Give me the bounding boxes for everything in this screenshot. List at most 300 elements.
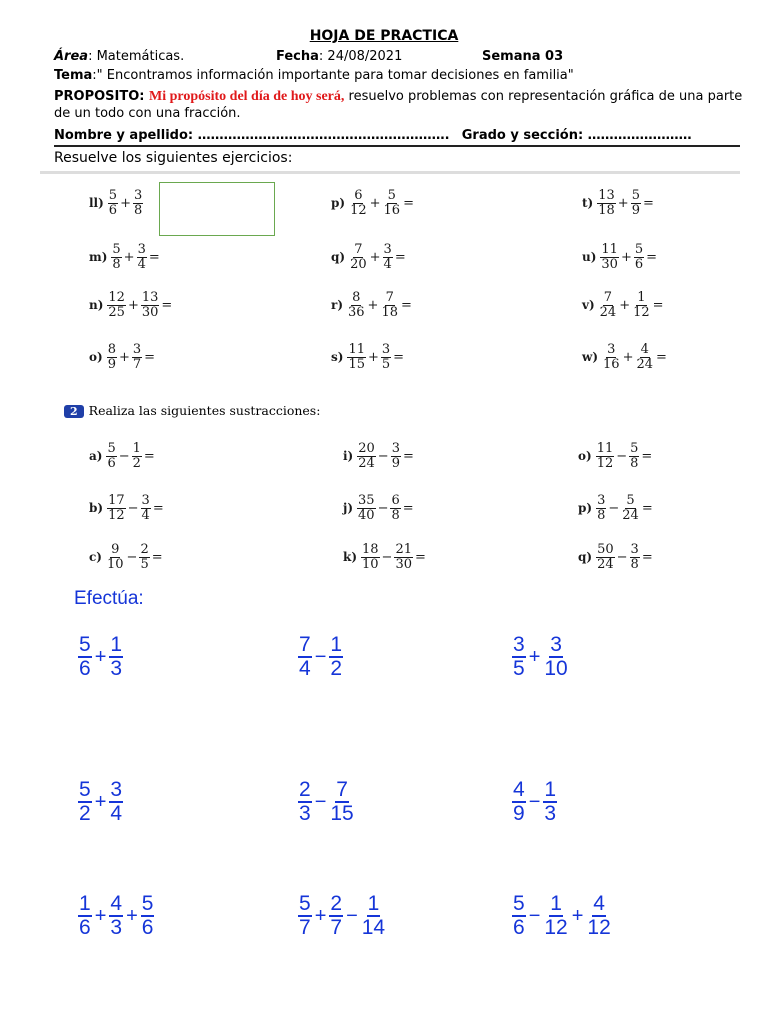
fraction (141, 291, 160, 319)
denominator: 8 (391, 507, 400, 523)
denominator: 30 (141, 304, 159, 320)
numerator: 8 (107, 342, 116, 357)
operator: + (619, 297, 631, 313)
divider-rule (54, 145, 740, 147)
operator: + (369, 195, 381, 211)
exercise-item (298, 779, 355, 825)
equals-sign: = (143, 448, 155, 464)
denominator: 2 (132, 455, 141, 471)
numerator: 3 (597, 493, 606, 508)
exercise-label: b) (89, 501, 104, 516)
operator: + (314, 904, 327, 927)
fraction (602, 343, 621, 371)
numerator: 1 (109, 634, 123, 658)
fraction (357, 442, 376, 470)
denominator: 3 (299, 802, 311, 826)
numerator: 1 (637, 290, 646, 305)
numerator: 5 (387, 188, 396, 203)
tema-label: Tema (54, 68, 93, 83)
fraction (298, 634, 312, 680)
exercise-item (512, 779, 557, 825)
exercise-label: k) (343, 550, 357, 565)
area-label: Área (54, 49, 89, 64)
denominator: 9 (391, 455, 400, 471)
exercise-item (578, 494, 655, 522)
denominator: 24 (599, 304, 617, 320)
exercise-label: s) (331, 350, 344, 365)
proposito-label: PROPOSITO (54, 89, 140, 104)
nombre-field: Nombre y apellido: …………………………………………………. (54, 128, 450, 143)
fraction (632, 291, 651, 319)
operator: − (616, 448, 628, 464)
section2-title: Realiza las siguientes sustracciones: (88, 403, 321, 418)
fraction (390, 494, 400, 522)
exercise-label: u) (582, 250, 597, 265)
equals-sign: = (403, 195, 414, 211)
fraction (111, 243, 121, 271)
exercise-item (298, 634, 343, 680)
equals-sign: = (641, 448, 653, 464)
denominator: 20 (350, 256, 367, 272)
denominator: 6 (107, 455, 116, 471)
exercise-label: t) (582, 196, 594, 211)
equals-sign: = (152, 500, 164, 516)
proposito-text: resuelvo problemas con representación gráfica de una parte de un todo con una fracción. (54, 89, 743, 121)
fraction (106, 442, 116, 470)
numerator: 5 (631, 188, 640, 203)
numerator: 5 (634, 242, 644, 257)
fraction (512, 779, 526, 825)
denominator: 14 (361, 916, 386, 940)
exercise-label: p) (331, 196, 346, 211)
fraction (349, 243, 368, 271)
fecha-field (276, 48, 402, 65)
denominator: 12 (633, 304, 650, 320)
denominator: 6 (141, 916, 154, 940)
exercise-item (331, 189, 416, 217)
fraction (109, 779, 123, 825)
fraction (133, 189, 143, 217)
denominator: 3 (110, 916, 123, 940)
exercise-item (89, 543, 165, 571)
numerator: 3 (607, 342, 616, 357)
denominator: 3 (544, 802, 557, 826)
numerator: 50 (597, 542, 614, 557)
exercise-item (582, 343, 669, 371)
equals-sign: = (641, 500, 653, 516)
fraction (139, 543, 149, 571)
denominator: 5 (513, 657, 525, 681)
denominator: 4 (383, 256, 392, 272)
fraction (512, 893, 526, 939)
denominator: 40 (358, 507, 375, 523)
fraction (349, 189, 368, 217)
operator: + (367, 349, 379, 365)
equals-sign: = (161, 297, 173, 313)
numerator: 5 (108, 188, 118, 203)
equals-sign: = (656, 349, 667, 365)
denominator: 8 (597, 507, 606, 523)
denominator: 36 (348, 304, 365, 320)
numerator: 1 (367, 893, 381, 917)
fraction (329, 779, 354, 825)
numerator: 4 (640, 342, 649, 357)
area-field (54, 48, 184, 65)
operator: − (314, 645, 327, 668)
fraction (141, 494, 151, 522)
denominator: 10 (106, 556, 124, 572)
denominator: 10 (362, 556, 379, 572)
numerator: 5 (112, 242, 121, 257)
page-title: HOJA DE PRACTICA (309, 28, 459, 44)
denominator: 16 (383, 202, 401, 218)
fraction (383, 189, 402, 217)
numerator: 11 (596, 441, 614, 456)
exercise-item (298, 893, 386, 939)
numerator: 13 (598, 188, 615, 203)
exercise-label: i) (343, 449, 354, 464)
proposito-paragraph (54, 88, 744, 122)
denominator: 4 (141, 507, 150, 523)
denominator: 10 (544, 657, 568, 681)
denominator: 5 (140, 556, 149, 572)
operator: − (608, 500, 620, 516)
exercise-label: q) (578, 550, 593, 565)
fraction (597, 189, 616, 217)
numerator: 1 (132, 441, 141, 456)
exercise-label: j) (343, 501, 354, 516)
numerator: 5 (141, 893, 155, 917)
numerator: 3 (141, 493, 150, 508)
operator: + (127, 297, 139, 313)
fraction (600, 243, 619, 271)
numerator: 6 (391, 493, 400, 508)
nombre-grado-line (54, 127, 744, 144)
fraction (380, 291, 399, 319)
denominator: 6 (108, 202, 118, 218)
fraction (631, 189, 641, 217)
fraction (78, 893, 92, 939)
exercise-label: m) (89, 250, 108, 265)
numerator: 7 (354, 242, 363, 257)
numerator: 5 (107, 441, 116, 456)
equals-sign: = (646, 249, 658, 265)
denominator: 24 (358, 455, 375, 471)
numerator: 5 (512, 893, 526, 917)
equals-sign: = (642, 195, 654, 211)
exercise-item (331, 243, 408, 271)
numerator: 1 (543, 779, 557, 803)
operator: + (617, 195, 629, 211)
denominator: 6 (513, 916, 525, 940)
operator: + (622, 349, 634, 365)
equals-sign: = (402, 448, 414, 464)
fraction (78, 779, 92, 825)
operator: + (94, 790, 107, 813)
instructions: Resuelve los siguientes ejercicios: (54, 150, 293, 166)
exercise-item (89, 442, 157, 470)
fraction (78, 634, 92, 680)
fraction (361, 893, 386, 939)
fraction (629, 442, 639, 470)
denominator: 9 (107, 356, 116, 372)
fraction (141, 893, 155, 939)
denominator: 30 (395, 556, 412, 572)
denominator: 8 (133, 202, 143, 218)
denominator: 6 (634, 256, 644, 272)
operator: + (571, 904, 584, 927)
denominator: 24 (597, 556, 614, 572)
fecha-label: Fecha (276, 49, 319, 64)
operator: − (127, 500, 139, 516)
numerator: 8 (352, 290, 361, 305)
operator: + (126, 904, 138, 927)
operator: + (620, 249, 632, 265)
tema-value: :" Encontramos información importante para tomar decisiones en familia" (92, 68, 574, 83)
fecha-value: : 24/08/2021 (318, 49, 403, 64)
numerator: 5 (630, 441, 639, 456)
equals-sign: = (148, 249, 160, 265)
denominator: 4 (110, 802, 123, 826)
operator: − (377, 448, 389, 464)
denominator: 30 (601, 256, 618, 272)
fraction (512, 634, 526, 680)
denominator: 24 (636, 356, 654, 372)
numerator: 9 (111, 542, 120, 557)
denominator: 24 (622, 507, 639, 523)
exercise-item (89, 343, 157, 371)
operator: − (314, 790, 327, 813)
numerator: 35 (358, 493, 375, 508)
denominator: 12 (544, 916, 568, 940)
fraction (621, 494, 640, 522)
numerator: 7 (298, 634, 312, 658)
numerator: 5 (78, 634, 92, 658)
exercise-label: w) (582, 350, 599, 365)
exercise-label: o) (89, 350, 103, 365)
exercise-label: n) (89, 298, 104, 313)
numerator: 2 (298, 779, 312, 803)
denominator: 7 (330, 916, 343, 940)
denominator: 2 (330, 657, 343, 681)
exercise-item (89, 494, 166, 522)
fraction (109, 893, 123, 939)
fraction (596, 543, 615, 571)
tema-line (54, 67, 744, 84)
exercise-label: v) (582, 298, 595, 313)
equals-sign: = (641, 549, 653, 565)
fraction (599, 291, 618, 319)
numerator: 4 (109, 893, 123, 917)
numerator: 3 (137, 242, 146, 257)
denominator: 12 (350, 202, 367, 218)
grado-field: Grado y sección: …………………… (461, 128, 692, 143)
numerator: 21 (395, 542, 412, 557)
operator: − (528, 904, 541, 927)
numerator: 4 (512, 779, 526, 803)
operator: − (346, 904, 358, 927)
exercise-item (343, 494, 416, 522)
numerator: 1 (329, 634, 343, 658)
numerator: 3 (133, 188, 143, 203)
numerator: 7 (603, 290, 613, 305)
denominator: 8 (630, 455, 639, 471)
fraction (298, 779, 312, 825)
operator: − (126, 549, 138, 565)
equals-sign: = (393, 349, 405, 365)
denominator: 8 (630, 556, 639, 572)
numerator: 3 (630, 542, 639, 557)
fraction (543, 634, 568, 680)
fraction (107, 494, 126, 522)
numerator: 3 (549, 634, 563, 658)
denominator: 6 (79, 657, 91, 681)
operator: + (123, 249, 135, 265)
equals-sign: = (652, 297, 664, 313)
exercise-item (512, 634, 569, 680)
numerator: 11 (348, 342, 365, 357)
area-value: : Matemáticas. (88, 49, 185, 64)
numerator: 3 (381, 342, 391, 357)
fraction (132, 442, 142, 470)
exercise-label: r) (331, 298, 343, 313)
fraction (596, 494, 606, 522)
exercise-item (582, 291, 666, 319)
numerator: 6 (354, 188, 363, 203)
numerator: 20 (358, 441, 375, 456)
fraction (329, 893, 343, 939)
operator: + (369, 249, 381, 265)
numerator: 12 (108, 290, 125, 305)
exercise-item (343, 442, 416, 470)
numerator: 1 (549, 893, 563, 917)
fraction (137, 243, 147, 271)
fraction (107, 291, 126, 319)
exercise-item (578, 442, 654, 470)
denominator: 7 (299, 916, 311, 940)
proposito-colon: : (139, 89, 150, 104)
numerator: 7 (335, 779, 349, 803)
exercise-item (78, 893, 154, 939)
denominator: 18 (598, 202, 615, 218)
exercise-label: o) (578, 449, 592, 464)
fraction (394, 543, 413, 571)
operator: − (528, 790, 541, 813)
exercise-item (343, 543, 428, 571)
operator: + (94, 645, 107, 668)
fraction (361, 543, 380, 571)
fraction (347, 291, 366, 319)
denominator: 16 (603, 356, 620, 372)
operator: + (367, 297, 379, 313)
denominator: 18 (381, 304, 398, 320)
exercise-label: ll) (89, 196, 104, 211)
denominator: 8 (112, 256, 121, 272)
denominator: 3 (110, 657, 123, 681)
semana-label: Semana 03 (482, 49, 564, 64)
exercise-item (582, 189, 656, 217)
fraction (635, 343, 654, 371)
fraction (391, 442, 401, 470)
fraction (630, 543, 640, 571)
exercise-item (331, 343, 406, 371)
proposito-highlight: Mi propósito del día de hoy será, (149, 89, 345, 104)
denominator: 12 (108, 507, 125, 523)
equals-sign: = (402, 500, 414, 516)
header-row-area (54, 48, 744, 65)
numerator: 17 (108, 493, 125, 508)
operator: − (118, 448, 130, 464)
numerator: 3 (391, 441, 400, 456)
answer-box[interactable] (159, 182, 275, 236)
denominator: 12 (587, 916, 611, 940)
numerator: 2 (140, 542, 149, 557)
exercise-item (582, 243, 659, 271)
fraction (381, 343, 391, 371)
denominator: 4 (137, 256, 146, 272)
denominator: 25 (108, 304, 125, 320)
numerator: 3 (383, 242, 392, 257)
denominator: 12 (596, 455, 614, 471)
fraction (298, 893, 312, 939)
denominator: 4 (299, 657, 311, 681)
equals-sign: = (401, 297, 412, 313)
fraction (596, 442, 615, 470)
section2-header (64, 403, 320, 418)
denominator: 6 (79, 916, 91, 940)
fraction (108, 189, 118, 217)
exercise-item (331, 291, 414, 319)
exercise-item (512, 893, 612, 939)
numerator: 11 (601, 242, 618, 257)
equals-sign: = (151, 549, 163, 565)
numerator: 3 (132, 342, 142, 357)
equals-sign: = (144, 349, 156, 365)
operator: − (377, 500, 389, 516)
denominator: 9 (631, 202, 640, 218)
numerator: 3 (109, 779, 123, 803)
fraction (106, 543, 125, 571)
fraction (383, 243, 393, 271)
denominator: 15 (348, 356, 365, 372)
fraction (543, 779, 557, 825)
fraction (329, 634, 343, 680)
numerator: 3 (512, 634, 526, 658)
equals-sign: = (394, 249, 406, 265)
denominator: 2 (79, 802, 91, 826)
efectua-title: Efectúa: (74, 588, 144, 609)
exercise-label: c) (89, 550, 102, 565)
fraction (109, 634, 123, 680)
operator: − (381, 549, 393, 565)
exercise-item (89, 243, 162, 271)
fraction (347, 343, 366, 371)
section-number-badge: 2 (64, 405, 84, 418)
equals-sign: = (415, 549, 426, 565)
denominator: 7 (132, 356, 142, 372)
numerator: 2 (329, 893, 343, 917)
exercise-item (78, 634, 123, 680)
exercise-item (578, 543, 655, 571)
denominator: 15 (330, 802, 354, 826)
divider-grey (40, 171, 740, 174)
numerator: 1 (78, 893, 92, 917)
operator: + (94, 904, 107, 927)
fraction (107, 343, 117, 371)
operator: + (528, 645, 541, 668)
exercise-item (89, 291, 174, 319)
exercise-item (89, 189, 143, 217)
